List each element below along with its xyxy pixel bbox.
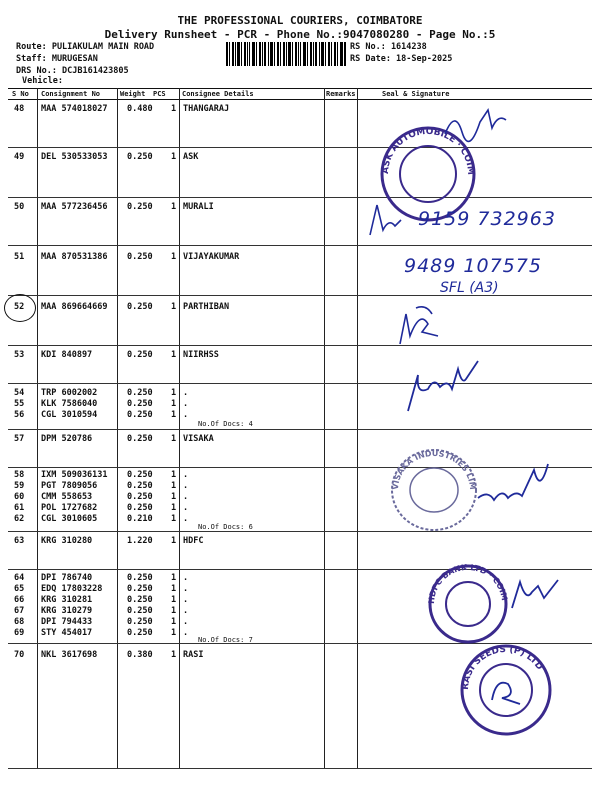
col-divider [37,88,38,768]
row-pcs: 1 [171,152,177,162]
row-consignee: . [183,388,189,398]
row-consignee: ASK [183,152,199,162]
company-name: THE PROFESSIONAL COURIERS, COIMBATORE [177,14,423,27]
row-sno: 70 [14,650,25,660]
vehicle-label: Vehicle: [22,76,63,86]
row-weight: 0.250 [127,595,153,605]
handwritten-circle-mark [4,294,36,322]
row-rule [8,295,592,296]
docs-count: No.Of Docs: 4 [198,420,253,428]
col-divider [324,88,325,768]
visaka-industries-stamp [388,444,488,538]
col-details: Consignee Details [182,90,254,98]
row-weight: 0.210 [127,514,153,524]
row-consignment: DPM 520786 [41,434,93,444]
row-weight: 0.250 [127,152,153,162]
row-consignment: EDQ 17803228 [41,584,103,594]
drs-label: DRS No.: DCJB161423805 [16,66,129,76]
row-consignment: STY 454017 [41,628,93,638]
table-top-rule [8,88,592,89]
svg-text:HDFC BANK LTD · COIMBATORE: HDFC BANK LTD · COIM [426,562,509,605]
row-sno: 56 [14,410,25,420]
docs-count: No.Of Docs: 7 [198,636,253,644]
row-consignee: . [183,481,189,491]
row-rule [8,429,592,430]
row-sno: 58 [14,470,25,480]
svg-text:RASI SEEDS (P) LTD: RASI SEEDS (P) LTD [460,644,545,691]
rs-date: RS Date: 18-Sep-2025 [350,54,453,64]
row-consignment: MAA 869664669 [41,302,108,312]
row-consignee: MURALI [183,202,214,212]
row-pcs: 1 [171,650,177,660]
row-consignment: CGL 3010605 [41,514,98,524]
docs-count: No.Of Docs: 6 [198,523,253,531]
row-weight: 0.250 [127,492,153,502]
row-weight: 0.250 [127,628,153,638]
row-consignment: MAA 870531386 [41,252,108,262]
row-consignment: IXM 509036131 [41,470,108,480]
row-weight: 0.250 [127,302,153,312]
row-sno: 67 [14,606,25,616]
row-pcs: 1 [171,388,177,398]
row-weight: 0.250 [127,410,153,420]
row-weight: 0.480 [127,104,153,114]
row-sno: 61 [14,503,25,513]
row-sno: 52 [14,302,25,312]
handwritten-phone: 9489 107575 [404,255,542,277]
row-consignee: HDFC [183,536,204,546]
row-consignee: . [183,503,189,513]
row-consignment: KLK 7586040 [41,399,98,409]
signature [392,302,452,356]
handwritten-note: SFL (A3) [440,280,499,296]
row-sno: 66 [14,595,25,605]
col-divider [117,88,118,768]
row-consignee: . [183,595,189,605]
row-weight: 0.250 [127,617,153,627]
col-sno: S No [12,90,29,98]
row-rule [8,245,592,246]
signature [440,104,510,148]
row-weight: 0.250 [127,350,153,360]
row-pcs: 1 [171,617,177,627]
row-weight: 0.250 [127,573,153,583]
rs-number: RS No.: 1614238 [350,42,427,52]
row-rule [8,197,592,198]
row-consignee: RASI [183,650,204,660]
row-consignment: KRG 310279 [41,606,93,616]
row-consignee: . [183,628,189,638]
runsheet-subtitle: Delivery Runsheet - PCR - Phone No.:9047080280 - Page No.:5 [104,28,496,41]
row-consignment: CMM 558653 [41,492,93,502]
row-sno: 49 [14,152,25,162]
row-weight: 0.250 [127,434,153,444]
handwritten-phone: 9159 732963 [418,208,556,230]
row-rule [8,768,592,769]
signature [365,200,415,244]
row-consignment: MAA 574018027 [41,104,108,114]
row-weight: 1.220 [127,536,153,546]
svg-text:VISAKA INDUSTRIES LIMITED: VISAKA INDUSTRIES LIM [390,448,478,491]
row-weight: 0.380 [127,650,153,660]
row-consignment: DPI 794433 [41,617,93,627]
col-remarks: Remarks [326,90,356,98]
row-weight: 0.250 [127,252,153,262]
row-pcs: 1 [171,481,177,491]
row-sno: 63 [14,536,25,546]
row-sno: 54 [14,388,25,398]
row-consignment: DEL 530533053 [41,152,108,162]
table-header-rule [8,99,592,100]
row-sno: 51 [14,252,25,262]
row-pcs: 1 [171,302,177,312]
row-consignment: KDI 840897 [41,350,93,360]
row-pcs: 1 [171,104,177,114]
row-consignee: THANGARAJ [183,104,230,114]
row-consignee: . [183,514,189,524]
col-weight: Weight [120,90,146,98]
row-sno: 55 [14,399,25,409]
row-sno: 62 [14,514,25,524]
signature [400,355,490,419]
row-consignee: . [183,399,189,409]
col-seal: Seal & Signature [382,90,450,98]
row-consignee: . [183,617,189,627]
row-consignee: NIIRHSS [183,350,219,360]
row-consignee: . [183,606,189,616]
row-consignee: VISAKA [183,434,214,444]
row-consignee: . [183,492,189,502]
row-consignment: MAA 577236456 [41,202,108,212]
row-sno: 53 [14,350,25,360]
row-pcs: 1 [171,584,177,594]
row-sno: 48 [14,104,25,114]
row-rule [8,531,592,532]
row-consignment: TRP 6002002 [41,388,98,398]
row-sno: 69 [14,628,25,638]
col-divider [357,88,358,768]
row-consignment: POL 1727682 [41,503,98,513]
row-pcs: 1 [171,350,177,360]
row-pcs: 1 [171,470,177,480]
row-weight: 0.250 [127,470,153,480]
row-pcs: 1 [171,252,177,262]
row-pcs: 1 [171,410,177,420]
barcode [226,42,346,66]
row-weight: 0.250 [127,503,153,513]
row-pcs: 1 [171,595,177,605]
row-consignee: . [183,470,189,480]
row-pcs: 1 [171,399,177,409]
row-sno: 57 [14,434,25,444]
row-sno: 59 [14,481,25,491]
row-consignee: . [183,573,189,583]
row-weight: 0.250 [127,584,153,594]
row-weight: 0.250 [127,202,153,212]
row-sno: 50 [14,202,25,212]
row-rule [8,345,592,346]
row-consignment: KRG 310281 [41,595,93,605]
row-sno: 68 [14,617,25,627]
row-pcs: 1 [171,202,177,212]
row-pcs: 1 [171,628,177,638]
row-weight: 0.250 [127,481,153,491]
row-rule [8,383,592,384]
row-consignee: . [183,584,189,594]
staff-label: Staff: MURUGESAN [16,54,98,64]
row-consignee: . [183,410,189,420]
row-weight: 0.250 [127,606,153,616]
row-pcs: 1 [171,536,177,546]
signature [474,460,554,514]
route-label: Route: PULIAKULAM MAIN ROAD [16,42,155,52]
row-consignment: PGT 7809056 [41,481,98,491]
svg-text:ASK AUTOMOBILE · COIMBATORE: ASK AUTOMOBILE · COIM [380,126,476,176]
signature [508,572,568,616]
row-consignment: CGL 3010594 [41,410,98,420]
row-pcs: 1 [171,514,177,524]
row-weight: 0.250 [127,399,153,409]
rasi-seeds-stamp [456,640,556,744]
col-consignment: Consignment No [41,90,101,98]
row-pcs: 1 [171,434,177,444]
row-consignee: VIJAYAKUMAR [183,252,240,262]
row-sno: 60 [14,492,25,502]
row-weight: 0.250 [127,388,153,398]
col-divider [179,88,180,768]
row-consignee: PARTHIBAN [183,302,230,312]
row-sno: 65 [14,584,25,594]
row-pcs: 1 [171,492,177,502]
row-pcs: 1 [171,573,177,583]
row-sno: 64 [14,573,25,583]
col-pcs: PCS [153,90,166,98]
row-consignment: NKL 3617698 [41,650,98,660]
row-consignment: KRG 310280 [41,536,93,546]
row-consignment: DPI 786740 [41,573,93,583]
row-pcs: 1 [171,503,177,513]
row-pcs: 1 [171,606,177,616]
